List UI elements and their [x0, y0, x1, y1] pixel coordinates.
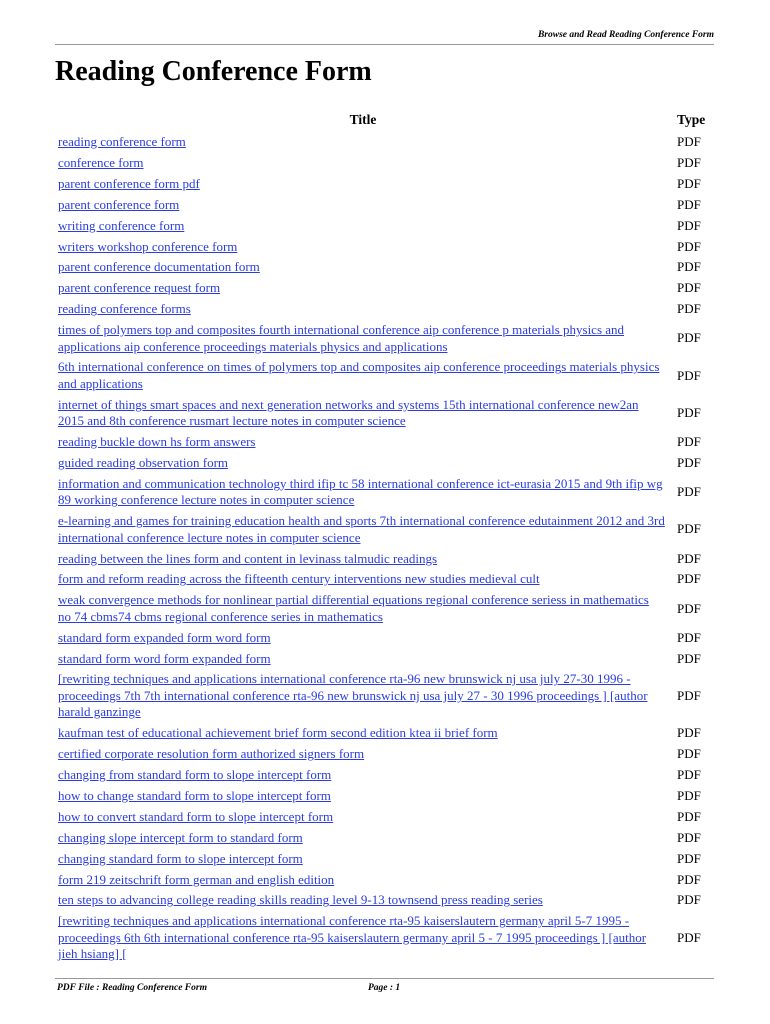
- table-row: [55, 320, 717, 357]
- column-header-title: Title: [349, 112, 377, 127]
- document-title-link[interactable]: how to change standard form to slope intercept form: [58, 787, 331, 803]
- document-title-link[interactable]: reading conference forms: [58, 301, 191, 317]
- document-title-link[interactable]: [rewriting techniques and applications international conference rta-96 new brunswick nj usa july 27-30 1996 - proceedings 7th 7th international conference rta-96 new brunswick nj usa july 27 - 30 1996 proceedings ] [author harald ganzinge: [58, 671, 648, 720]
- row-title-cell: [55, 549, 671, 570]
- row-title-cell: [55, 807, 671, 828]
- row-title-cell: [55, 649, 671, 670]
- row-type-cell: PDF: [677, 929, 701, 945]
- document-title-link[interactable]: times of polymers top and composites fourth international conference aip conference p materials physics and applications aip conference proceedings materials physics and applications: [58, 322, 625, 354]
- table-row: [55, 278, 717, 299]
- document-title-link[interactable]: writers workshop conference form: [58, 238, 238, 254]
- row-type-cell: PDF: [677, 725, 701, 741]
- row-type-cell: PDF: [677, 629, 701, 645]
- row-title-cell: [55, 320, 671, 357]
- row-type-cell: PDF: [677, 154, 701, 170]
- row-title-cell: [55, 828, 671, 849]
- column-header-type: Type: [677, 112, 706, 127]
- header-running-title: Browse and Read Reading Conference Form: [537, 30, 714, 40]
- row-title-cell: [55, 299, 671, 320]
- page-title: Reading Conference Form: [55, 56, 372, 87]
- document-title-link[interactable]: [rewriting techniques and applications international conference rta-95 kaiserslautern germany april 5-7 1995 - proceedings 6th 6th international conference rta-95 kaiserslautern germany april 5 - 7 1995 proceedings ] [author jieh hsiang] [: [58, 913, 647, 962]
- table-row: [55, 786, 717, 807]
- document-title-link[interactable]: certified corporate resolution form authorized signers form: [58, 746, 365, 762]
- row-type-cell: PDF: [677, 850, 701, 866]
- row-title-cell: [55, 237, 671, 258]
- row-type-cell: PDF: [677, 787, 701, 803]
- table-body: [55, 132, 717, 965]
- document-title-link[interactable]: ten steps to advancing college reading skills reading level 9-13 townsend press reading series: [58, 892, 543, 908]
- row-title-cell: [55, 628, 671, 649]
- row-type-cell: PDF: [677, 238, 701, 254]
- row-title-cell: [55, 453, 671, 474]
- row-title-cell: [55, 278, 671, 299]
- table-row: [55, 453, 717, 474]
- document-title-link[interactable]: writing conference form: [58, 217, 185, 233]
- row-type-cell: PDF: [677, 892, 701, 908]
- table-row: [55, 132, 717, 153]
- row-type-cell: PDF: [677, 550, 701, 566]
- table-row: [55, 807, 717, 828]
- row-title-cell: [55, 870, 671, 891]
- row-title-cell: [55, 195, 671, 216]
- document-title-link[interactable]: how to convert standard form to slope intercept form: [58, 808, 334, 824]
- row-type-cell: PDF: [677, 484, 701, 500]
- row-title-cell: [55, 432, 671, 453]
- row-title-cell: [55, 786, 671, 807]
- row-title-cell: [55, 153, 671, 174]
- document-title-link[interactable]: changing from standard form to slope intercept form: [58, 767, 332, 782]
- table-row: [55, 649, 717, 670]
- document-title-link[interactable]: form and reform reading across the fifteenth century interventions new studies medieval cult: [58, 571, 540, 587]
- table-row: [55, 723, 717, 744]
- row-title-cell: [55, 590, 671, 627]
- table-row: [55, 174, 717, 195]
- table-row: [55, 744, 717, 765]
- row-type-cell: PDF: [677, 808, 701, 824]
- table-row: [55, 237, 717, 258]
- table-row: [55, 216, 717, 237]
- table-row: [55, 669, 717, 723]
- row-type-cell: PDF: [677, 687, 701, 703]
- header-divider: [55, 44, 714, 45]
- document-title-link[interactable]: reading conference form: [58, 134, 186, 149]
- row-title-cell: [55, 569, 671, 590]
- table-row: [55, 870, 717, 891]
- document-title-link[interactable]: standard form word form expanded form: [58, 650, 271, 666]
- document-title-link[interactable]: e-learning and games for training education health and sports 7th international conference edutainment 2012 and 3rd international conference lecture notes in computer science: [58, 513, 665, 545]
- row-type-cell: PDF: [677, 134, 701, 149]
- row-title-cell: [55, 511, 671, 548]
- row-type-cell: PDF: [677, 829, 701, 845]
- document-title-link[interactable]: parent conference form: [58, 196, 180, 212]
- table-row: [55, 432, 717, 453]
- row-type-cell: PDF: [677, 571, 701, 587]
- row-type-cell: PDF: [677, 650, 701, 666]
- row-type-cell: PDF: [677, 600, 701, 616]
- table-row: [55, 849, 717, 870]
- table-row: [55, 628, 717, 649]
- table-row: [55, 299, 717, 320]
- table-row: [55, 153, 717, 174]
- row-title-cell: [55, 890, 671, 911]
- document-title-link[interactable]: kaufman test of educational achievement brief form second edition ktea ii brief form: [58, 725, 498, 741]
- document-title-link[interactable]: parent conference request form: [58, 280, 221, 296]
- row-type-cell: PDF: [677, 455, 701, 470]
- document-title-link[interactable]: reading between the lines form and content in levinass talmudic readings: [58, 550, 438, 566]
- row-title-cell: [55, 174, 671, 195]
- row-type-cell: PDF: [677, 367, 701, 383]
- table-row: [55, 890, 717, 911]
- document-title-link[interactable]: form 219 zeitschrift form german and english edition: [58, 871, 335, 887]
- row-title-cell: [55, 849, 671, 870]
- document-title-link[interactable]: standard form expanded form word form: [58, 629, 271, 645]
- footer-file-label: PDF File : Reading Conference Form: [57, 983, 207, 993]
- document-title-link[interactable]: weak convergence methods for nonlinear partial differential equations regional conference seriess in mathematics no 74 cbms74 cbms regional conference series in mathematics: [58, 592, 649, 624]
- row-title-cell: [55, 357, 671, 394]
- document-title-link[interactable]: guided reading observation form: [58, 455, 229, 470]
- row-title-cell: [55, 395, 671, 432]
- table-row: [55, 474, 717, 511]
- document-title-link[interactable]: 6th international conference on times of polymers top and composites aip conference proceedings materials physics and applications: [58, 359, 660, 391]
- row-title-cell: [55, 765, 671, 786]
- row-type-cell: PDF: [677, 259, 701, 275]
- row-title-cell: [55, 216, 671, 237]
- table-row: [55, 765, 717, 786]
- table-row: [55, 911, 717, 965]
- table-row: [55, 395, 717, 432]
- document-title-link[interactable]: internet of things smart spaces and next generation networks and systems 15th international conference new2an 2015 and 8th conference rusmart lecture notes in computer science: [58, 396, 639, 429]
- footer-page-number: Page : 1: [368, 983, 401, 993]
- document-title-link[interactable]: parent conference form pdf: [58, 175, 200, 191]
- table-row: [55, 195, 717, 216]
- documents-table: [55, 110, 717, 965]
- row-type-cell: PDF: [677, 301, 701, 317]
- table-header-row: [55, 110, 717, 132]
- row-title-cell: [55, 911, 671, 965]
- table-row: [55, 257, 717, 278]
- row-type-cell: PDF: [677, 175, 701, 191]
- row-type-cell: PDF: [677, 871, 701, 887]
- table-row: [55, 828, 717, 849]
- row-type-cell: PDF: [677, 196, 701, 212]
- row-title-cell: [55, 744, 671, 765]
- row-type-cell: PDF: [677, 746, 701, 762]
- table-row: [55, 590, 717, 627]
- document-title-link[interactable]: information and communication technology third ifip tc 58 international conference ict-eurasia 2015 and 9th ifip wg 89 working conference lecture notes in computer science: [58, 475, 663, 508]
- table-row: [55, 549, 717, 570]
- row-title-cell: [55, 257, 671, 278]
- document-title-link[interactable]: reading buckle down hs form answers: [58, 434, 256, 450]
- row-type-cell: PDF: [677, 404, 701, 420]
- table-row: [55, 357, 717, 394]
- row-type-cell: PDF: [677, 767, 701, 782]
- row-title-cell: [55, 723, 671, 744]
- table-row: [55, 569, 717, 590]
- document-title-link[interactable]: changing standard form to slope intercept form: [58, 850, 303, 866]
- row-title-cell: [55, 132, 671, 153]
- document-title-link[interactable]: changing slope intercept form to standard form: [58, 829, 303, 845]
- row-type-cell: PDF: [677, 217, 701, 233]
- document-title-link[interactable]: parent conference documentation form: [58, 259, 260, 275]
- row-title-cell: [55, 669, 671, 723]
- row-type-cell: PDF: [677, 434, 701, 450]
- document-title-link[interactable]: conference form: [58, 154, 144, 170]
- row-type-cell: PDF: [677, 280, 701, 296]
- table-row: [55, 511, 717, 548]
- footer-divider: [55, 978, 714, 979]
- row-type-cell: PDF: [677, 330, 701, 346]
- row-type-cell: PDF: [677, 521, 701, 537]
- row-title-cell: [55, 474, 671, 511]
